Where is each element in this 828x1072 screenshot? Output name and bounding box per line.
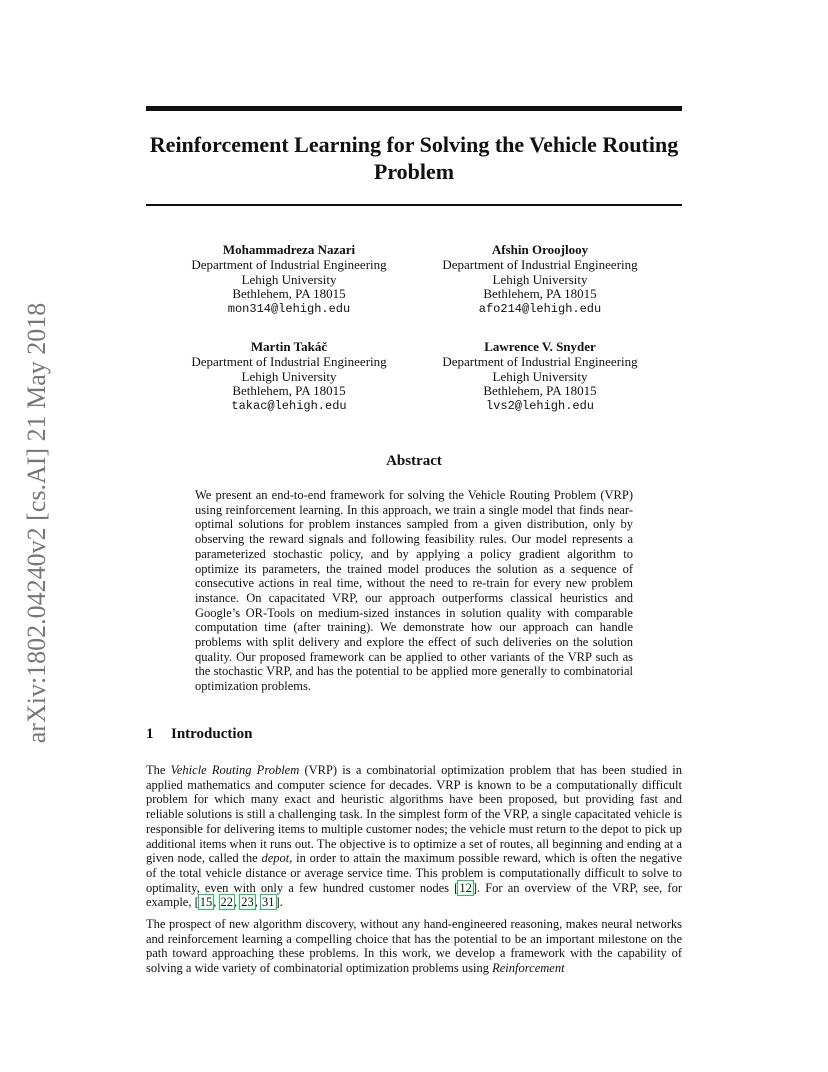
author-name: Afshin Oroojlooy bbox=[491, 242, 589, 257]
intro-paragraph bbox=[146, 917, 682, 976]
text-run: The prospect of new algorithm discovery, without any hand-engineered reasoning, makes neural networks and reinforcement learning a compelling choice that has the potential to be an important milestone on the path toward approaching these problems. In this work, we develop a framework with the capability of solving a wide variety of combinatorial optimization problems using bbox=[146, 917, 682, 976]
emphasis-text: depot bbox=[261, 851, 290, 866]
intro-paragraph: The Vehicle Routing Problem (VRP) is a combinatorial optimization problem that has been studied in applied mathematics and computer science for decades. VRP is known to be a computationally difficult problem for which many exact and heuristic algorithms have been proposed, but providing fast and reliable solutions is still a challenging task. In the simplest form of the VRP, a single capacitated vehicle is responsible for delivering items to multiple customer nodes; the vehicle must return to the depot to pick up additional items when it runs out. The objective is to optimize a set of routes, all beginning and ending at a given node, called the depot, in order to attain the maximum possible reward, which is often the negative of the total vehicle distance or average service time. This problem is computationally difficult to solve to optimality, even with only a few hundred customer nodes [12]. For an overview of the VRP, see, for example, [15, 22, 23, 31]. bbox=[146, 763, 682, 910]
author-block bbox=[154, 243, 424, 317]
author-city: Bethlehem, PA 18015 bbox=[483, 383, 597, 399]
text-run: ]. For an overview of the VRP, see, for example, [ bbox=[146, 880, 682, 910]
author-block bbox=[154, 340, 424, 414]
author-univ: Lehigh University bbox=[241, 368, 337, 384]
author-email[interactable]: afo214@lehigh.edu bbox=[478, 302, 602, 317]
author-city: Bethlehem, PA 18015 bbox=[483, 286, 597, 302]
section-title: Introduction bbox=[171, 726, 253, 742]
author-dept: Department of Industrial Engineering bbox=[191, 353, 387, 369]
author-email[interactable]: mon314@lehigh.edu bbox=[227, 302, 351, 317]
title-bottom-rule bbox=[146, 204, 682, 206]
author-city: Bethlehem, PA 18015 bbox=[232, 383, 346, 399]
emphasis-text: Vehicle Routing Problem bbox=[170, 763, 300, 777]
emphasis-text: Reinforcement bbox=[492, 961, 565, 976]
author-dept: Department of Industrial Engineering bbox=[191, 256, 387, 272]
text-run: ]. bbox=[275, 895, 283, 910]
text-run: The bbox=[146, 763, 171, 777]
author-univ: Lehigh University bbox=[492, 271, 588, 287]
citation-link[interactable]: 15 bbox=[199, 895, 213, 910]
text-run: (VRP) is a combinatorial optimization problem that has been studied in applied mathematics and computer science for decades. VRP is known to be a computationally difficult problem for which many exact and heuristic algorithms have been proposed, but providing fast and reliable solutions is still a challenging task. In the simplest form of the VRP, a single capacitated vehicle is responsible for delivering items to multiple customer nodes; the vehicle must return to the depot to pick up additional items when it runs out. The objective is to optimize a set of routes, all beginning and ending at a given node, called the bbox=[146, 763, 682, 866]
author-univ: Lehigh University bbox=[241, 271, 337, 287]
author-city: Bethlehem, PA 18015 bbox=[232, 286, 346, 302]
text-run: , in order to attain the maximum possible reward, which is often the negative of the total vehicle distance or average service time. This problem is computationally difficult to solve to optimality, even with only a few hundred customer nodes [ bbox=[146, 851, 682, 895]
author-block bbox=[405, 243, 675, 317]
author-univ: Lehigh University bbox=[492, 368, 588, 384]
abstract-text: We present an end-to-end framework for solving the Vehicle Routing Problem (VRP) using reinforcement learning. In this approach, we train a single model that finds near-optimal solutions for problem instances sampled from a given distribution, only by observing the reward signals and following feasibility rules. Our model represents a parameterized stochastic policy, and by applying a policy gradient algorithm to optimize its parameters, the trained model produces the solution as a sequence of consecutive actions in real time, without the need to re-train for every new problem instance. On capacitated VRP, our approach outperforms classical heuristics and Google’s OR-Tools on medium-sized instances in solution quality with comparable computation time (after training). We demonstrate how our approach can handle problems with split delivery and explore the effect of such deliveries on the solution quality. Our proposed framework can be applied to other variants of the VRP such as the stochastic VRP, and has the potential to be applied more generally to combinatorial optimization problems. bbox=[195, 488, 633, 694]
author-name: Lawrence V. Snyder bbox=[484, 339, 596, 354]
author-name: Martin Takáč bbox=[250, 339, 328, 354]
author-dept: Department of Industrial Engineering bbox=[442, 353, 638, 369]
title-top-rule bbox=[146, 106, 682, 111]
author-email[interactable]: takac@lehigh.edu bbox=[231, 399, 347, 414]
section-number: 1 bbox=[146, 726, 154, 742]
section-heading bbox=[146, 726, 252, 743]
abstract-heading: Abstract bbox=[386, 453, 442, 469]
citation-link[interactable]: 31 bbox=[262, 895, 275, 910]
citation-link[interactable]: 22 bbox=[220, 895, 234, 910]
author-email[interactable]: lvs2@lehigh.edu bbox=[485, 399, 595, 414]
paper-title: Reinforcement Learning for Solving the Vehicle Routing Problem bbox=[149, 132, 679, 184]
author-block bbox=[405, 340, 675, 414]
author-dept: Department of Industrial Engineering bbox=[442, 256, 638, 272]
citation-link[interactable]: 23 bbox=[241, 895, 254, 910]
arxiv-stamp-text: arXiv:1802.04240v2 [cs.AI] 21 May 2018 bbox=[22, 302, 51, 744]
author-name: Mohammadreza Nazari bbox=[222, 242, 356, 257]
citation-link[interactable]: 12 bbox=[459, 880, 472, 895]
